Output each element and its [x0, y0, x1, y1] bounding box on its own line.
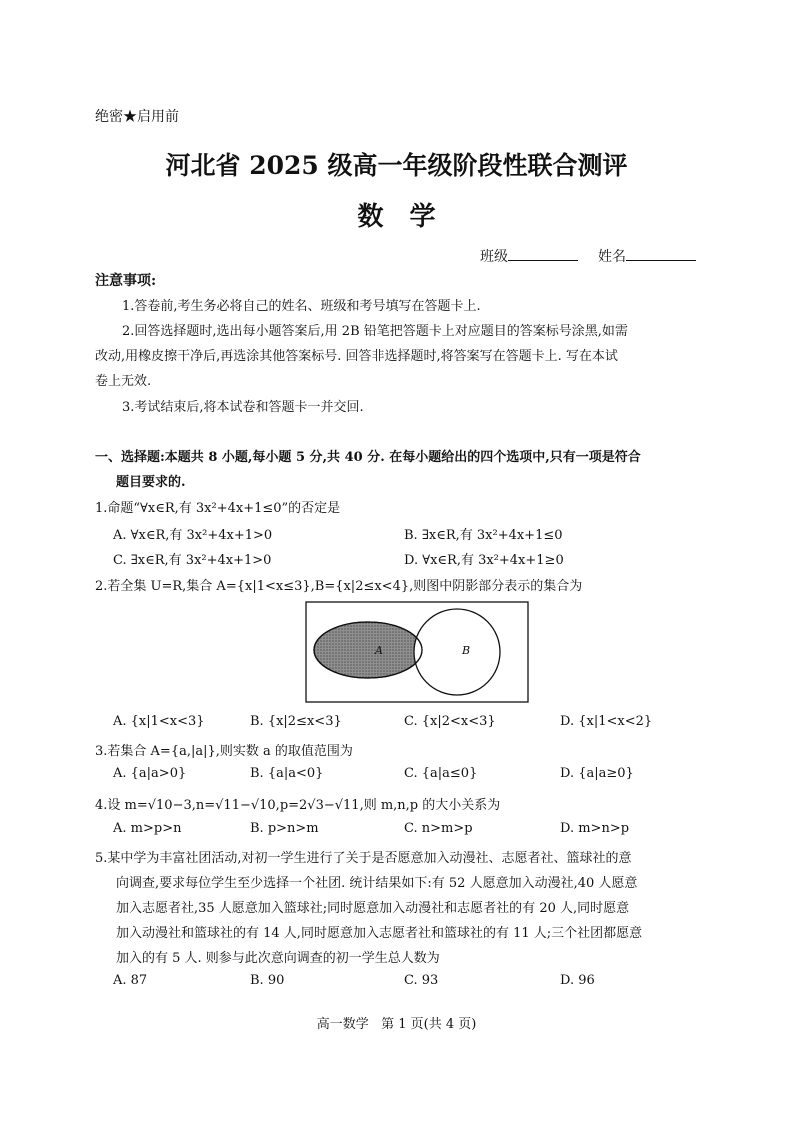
- note-item: 2.回答选择题时,选出每小题答案后,用 2B 铅笔把答题卡上对应题目的答案标号涂黑,如需: [122, 324, 628, 339]
- option-d: D. {x|1<x<2}: [560, 714, 653, 729]
- option-a: A. {x|1<x<3}: [113, 714, 205, 729]
- option-a: A. 87: [113, 973, 148, 988]
- class-field: [480, 246, 578, 266]
- option-c: C. {x|2<x<3}: [404, 714, 496, 729]
- question-stem: 2.若全集 U=R,集合 A={x|1<x≤3},B={x|2≤x<4},则图中阴影部分表示的集合为: [95, 579, 583, 594]
- exam-title: 河北省 2025 级高一年级阶段性联合测评: [165, 151, 628, 180]
- question-stem-cont: 加入动漫社和篮球社的有 14 人,同时愿意加入志愿者社和篮球社的有 11 人;三个社团都愿意: [116, 926, 643, 941]
- question-stem: 3.若集合 A={a,|a|},则实数 a 的取值范围为: [95, 744, 353, 759]
- option-a: A. ∀x∈R,有 3x²+4x+1>0: [113, 528, 273, 543]
- option-d: D. m>n>p: [560, 821, 630, 836]
- option-c: C. n>m>p: [404, 821, 473, 836]
- option-c: C. {a|a≤0}: [404, 766, 478, 781]
- option-a: A. {a|a>0}: [113, 766, 187, 781]
- option-b: B. ∃x∈R,有 3x²+4x+1≤0: [404, 528, 563, 543]
- question-stem-cont: 加入的有 5 人. 则参与此次意向调查的初一学生总人数为: [116, 951, 440, 966]
- option-b: B. {x|2≤x<3}: [250, 714, 342, 729]
- class-blank: [508, 247, 578, 261]
- confidential-label: 绝密★启用前: [95, 109, 179, 125]
- name-label: 姓名: [598, 249, 626, 265]
- section-heading-cont: 题目要求的.: [116, 475, 186, 490]
- option-b: B. p>n>m: [250, 821, 319, 836]
- venn-label-a: A: [375, 644, 383, 657]
- note-item: 3.考试结束后,将本试卷和答题卡一并交回.: [122, 400, 364, 415]
- option-d: D. 96: [560, 973, 595, 988]
- note-item: 改动,用橡皮擦干净后,再选涂其他答案标号. 回答非选择题时,将答案写在答题卡上. 写在本试: [95, 349, 618, 364]
- option-c: C. 93: [404, 973, 439, 988]
- question-stem: 4.设 m=√10−3,n=√11−√10,p=2√3−√11,则 m,n,p 的大小关系为: [95, 798, 501, 813]
- note-item: 卷上无效.: [95, 374, 152, 389]
- subject-title: 数学: [357, 202, 462, 232]
- name-blank: [626, 247, 696, 261]
- option-b: B. 90: [250, 973, 285, 988]
- question-stem-cont: 加入志愿者社,35 人愿意加入篮球社;同时愿意加入动漫社和志愿者社的有 20 人,同时愿意: [116, 901, 630, 916]
- venn-label-b: B: [462, 644, 471, 657]
- option-d: D. ∀x∈R,有 3x²+4x+1≥0: [404, 553, 564, 568]
- note-item: 1.答卷前,考生务必将自己的姓名、班级和考号填写在答题卡上.: [122, 299, 481, 314]
- section-heading: 一、选择题:本题共 8 小题,每小题 5 分,共 40 分. 在每小题给出的四个选项中,只有一项是符合: [95, 450, 641, 465]
- name-field: [598, 246, 696, 266]
- notes-heading: 注意事项:: [95, 273, 157, 289]
- venn-diagram: [305, 601, 529, 703]
- option-c: C. ∃x∈R,有 3x²+4x+1>0: [113, 553, 272, 568]
- question-stem: 5.某中学为丰富社团活动,对初一学生进行了关于是否愿意加入动漫社、志愿者社、篮球社的意: [95, 851, 632, 866]
- question-stem: 1.命题“∀x∈R,有 3x²+4x+1≤0”的否定是: [95, 501, 341, 516]
- page-footer: 高一数学 第 1 页(共 4 页): [316, 1017, 477, 1032]
- question-stem-cont: 向调查,要求每位学生至少选择一个社团. 统计结果如下:有 52 人愿意加入动漫社,40 人愿意: [116, 876, 638, 891]
- option-d: D. {a|a≥0}: [560, 766, 634, 781]
- option-a: A. m>p>n: [113, 821, 182, 836]
- option-b: B. {a|a<0}: [250, 766, 324, 781]
- class-label: 班级: [480, 249, 508, 265]
